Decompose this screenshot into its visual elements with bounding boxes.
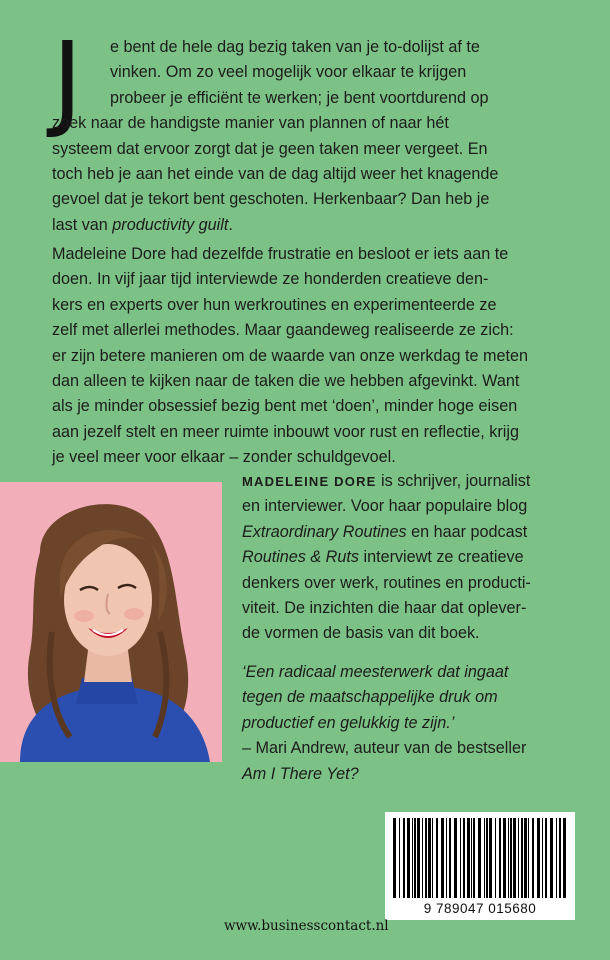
intro-end-punct: . (228, 215, 233, 234)
intro-line: gevoel dat je tekort bent geschoten. Herkenbaar? Dan heb je (52, 190, 490, 209)
italic-term: productivity guilt (112, 215, 229, 234)
author-photo (0, 482, 222, 762)
quote-source-book: Am I There Yet? (242, 764, 359, 783)
quote-line: productief en gelukkig te zijn.’ (242, 713, 455, 732)
bio-line-1 (242, 469, 582, 494)
intro-line: zoek naar de handigste manier van plannen of naar hét (52, 114, 449, 133)
podcast-title: Routines & Ruts (242, 548, 359, 567)
body-line: je veel meer voor elkaar – zonder schuldgevoel. (52, 448, 396, 467)
intro-line: vinken. Om zo veel mogelijk voor elkaar te krijgen (110, 63, 467, 82)
body-line: aan jezelf stelt en meer ruimte inbouwt voor rust en reflectie, krijg (52, 422, 519, 441)
body-line: er zijn betere manieren om de waarde van onze werkdag te meten (52, 346, 528, 365)
author-name: MADELEINE DORE (242, 474, 377, 489)
bio-line-5: denkers over werk, routines en producti- (242, 573, 531, 592)
bio-line-2: en interviewer. Voor haar populaire blog (242, 497, 528, 516)
blog-title: Extraordinary Routines (242, 522, 407, 541)
intro-line: toch heb je aan het einde van de dag altijd weer het knagende (52, 165, 499, 184)
author-portrait-illustration (0, 482, 222, 762)
intro-line-last (52, 213, 562, 238)
bio-line-6: viteit. De inzichten die haar dat oplever- (242, 599, 527, 618)
body-line: dan alleen te kijken naar de taken die we hebben afgevinkt. Want (52, 372, 520, 391)
intro-paragraph (52, 35, 562, 238)
bio-line-3 (242, 520, 582, 545)
intro-line: probeer je efficiënt te werken; je bent voortdurend op (110, 88, 489, 107)
body-line: doen. In vijf jaar tijd interviewde ze honderden creatieve den- (52, 270, 489, 289)
quote-line: tegen de maatschappelijke druk om (242, 688, 498, 707)
body-line: als je minder obsessief bezig bent met ‘doen’, minder hoge eisen (52, 397, 518, 416)
body-paragraph (52, 242, 562, 471)
bio-line-7: de vormen de basis van dit boek. (242, 624, 480, 643)
quote-attribution: – Mari Andrew, auteur van de bestseller (242, 739, 527, 758)
intro-line: systeem dat ervoor zorgt dat je geen taken meer vergeet. En (52, 139, 488, 158)
drop-cap: J (52, 19, 83, 141)
publisher-url[interactable]: www.businesscontact.nl (224, 918, 389, 934)
body-line: kers en experts over hun werkroutines en experimenteerde ze (52, 295, 497, 314)
intro-line: last van (52, 215, 113, 234)
body-line: zelf met allerlei methodes. Maar gaandeweg realiseerde ze zich: (52, 321, 514, 340)
author-bio (242, 469, 582, 647)
body-line: Madeleine Dore had dezelfde frustratie en besloot er iets aan te (52, 245, 509, 263)
bio-line-4 (242, 545, 582, 570)
quote-line: ‘Een radicaal meesterwerk dat ingaat (242, 663, 509, 681)
bio-text: interviewt ze creatieve (358, 548, 524, 567)
isbn-number: 9 789047 015680 (423, 901, 537, 916)
isbn-barcode (385, 812, 575, 920)
bio-text: is schrijver, journalist (376, 472, 531, 490)
intro-line: e bent de hele dag bezig taken van je to-dolijst af te (110, 38, 480, 56)
bio-text: en haar podcast (406, 522, 528, 541)
blurb-quote (242, 660, 582, 787)
